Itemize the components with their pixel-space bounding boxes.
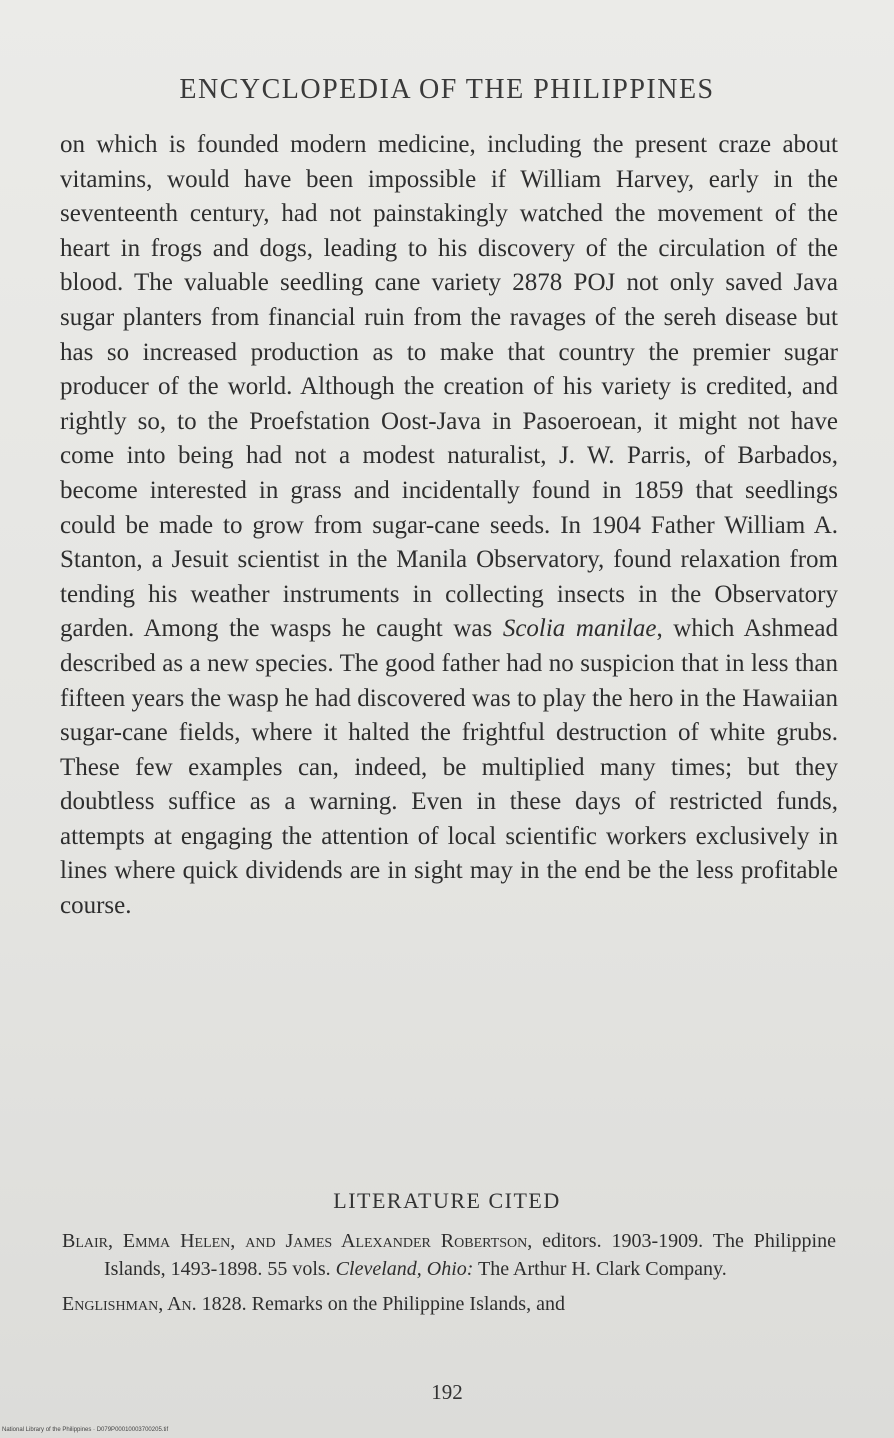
reference-details: editors. 1903-1909. The Philippine Islands, 1493-1898. 55 vols. — [104, 1230, 836, 1280]
species-name: Scolia manilae — [502, 615, 657, 643]
reference-place: Cleveland, Ohio: — [335, 1257, 474, 1280]
page-number: 192 — [431, 1380, 463, 1404]
references-list — [62, 1228, 836, 1327]
running-head: ENCYCLOPEDIA OF THE PHILIPPINES — [179, 74, 715, 105]
body-paragraph — [60, 128, 838, 924]
reference-authors: Blair, Emma Helen, and James Alexander Robertson, — [62, 1230, 533, 1252]
reference-details: 1828. Remarks on the Philippine Islands, and — [196, 1293, 565, 1315]
footer-credit: National Library of the Philippines · D079P00010003700205.tif — [2, 1427, 169, 1433]
body-text-part-1: on which is founded modern medicine, including the present craze about vitamins, would have been impossible if William Harvey, early in the seventeenth century, had not painstakingly watched the movement of the heart in frogs and dogs, leading to his discovery of the circulation of the blood. The valuable seedling cane variety 2878 POJ not only saved Java sugar planters from financial ruin from the ravages of the sereh disease but has so increased production as to make that country the premier sugar producer of the world. Although the creation of his variety is credited, and rightly so, to the Proefstation Oost-Java in Pasoeroean, it might not have come into being had not a modest naturalist, J. W. Parris, of Barbados, become interested in grass and incidentally found in 1859 that seedlings could be made to grow from sugar-cane seeds. In 1904 Father William A. Stanton, a Jesuit scientist in the Manila Observatory, found relaxation from tending his weather instruments in collecting insects in the Observatory garden. Among the wasps he caught was — [60, 131, 838, 643]
body-text-part-2: , which Ashmead described as a new species. The good father had no suspicion that in less than fifteen years the wasp he had discovered was to play the hero in the Hawaiian sugar-cane fields, where it halted the frightful destruction of white grubs. These few examples can, indeed, be multiplied many times; but they doubtless suffice as a warning. Even in these days of restricted funds, attempts at engaging the attention of local scientific workers exclusively in lines where quick dividends are in sight may in the end be the less profitable course. — [60, 615, 839, 920]
literature-cited-heading: LITERATURE CITED — [333, 1188, 561, 1213]
body-text — [60, 128, 838, 924]
reference-publisher: The Arthur H. Clark Company. — [473, 1257, 727, 1280]
reference-entry — [62, 1291, 836, 1319]
reference-authors: Englishman, An. — [62, 1293, 197, 1315]
reference-entry — [62, 1228, 836, 1283]
